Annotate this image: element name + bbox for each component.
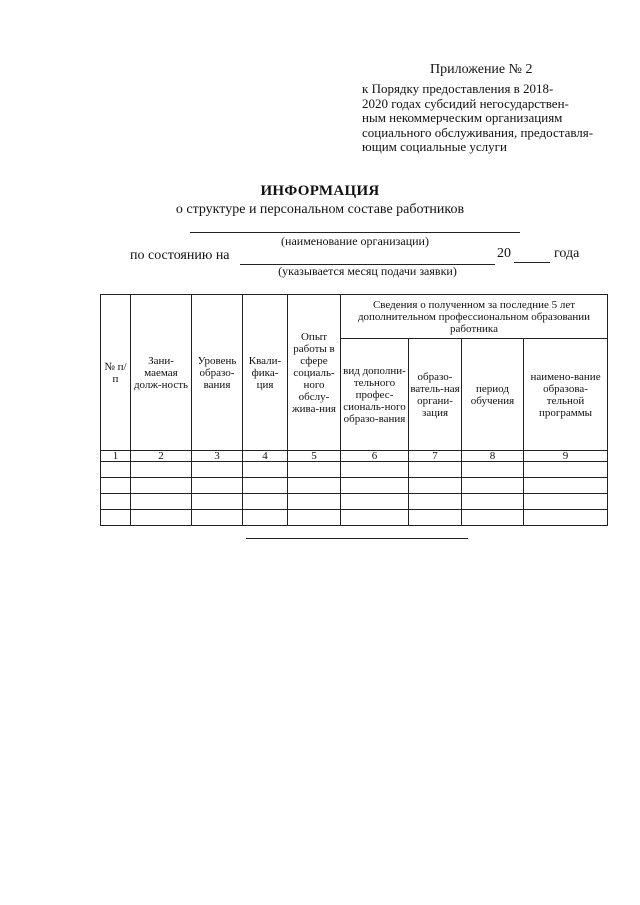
- table-row: [101, 478, 608, 494]
- column-number: 2: [131, 451, 192, 462]
- table-cell[interactable]: [409, 510, 462, 526]
- column-number: 7: [409, 451, 462, 462]
- appendix-line: ющим социальные услуги: [362, 139, 507, 154]
- column-number-row: [101, 451, 608, 462]
- appendix-line: социального обслуживания, предоставля-: [362, 124, 594, 140]
- organization-name-line[interactable]: [190, 232, 520, 233]
- table-cell[interactable]: [131, 510, 192, 526]
- table-row: [101, 462, 608, 478]
- column-number: 6: [341, 451, 409, 462]
- appendix-title: Приложение № 2: [430, 62, 533, 77]
- staff-table: [100, 294, 608, 526]
- table-cell[interactable]: [462, 510, 524, 526]
- table-cell[interactable]: [131, 494, 192, 510]
- table-row: [101, 510, 608, 526]
- as-of-label: по состоянию на: [130, 248, 230, 263]
- table-cell[interactable]: [288, 462, 341, 478]
- table-cell[interactable]: [341, 494, 409, 510]
- table-cell[interactable]: [192, 494, 243, 510]
- header-position: Зани-маемая долж-ность: [131, 295, 192, 451]
- table-row: [101, 494, 608, 510]
- table-cell[interactable]: [524, 510, 608, 526]
- table-cell[interactable]: [131, 462, 192, 478]
- header-additional-education-group: Сведения о полученном за последние 5 лет дополнительном профессиональном образовании работника: [341, 295, 608, 339]
- column-number: 9: [524, 451, 608, 462]
- year-line[interactable]: [514, 262, 550, 263]
- table-cell[interactable]: [192, 462, 243, 478]
- organization-caption: (наименование организации): [281, 234, 429, 248]
- table-cell[interactable]: [131, 478, 192, 494]
- table-cell[interactable]: [462, 494, 524, 510]
- header-experience: Опыт работы в сфере социаль-ного обслу-жива-ния: [288, 295, 341, 451]
- table-cell[interactable]: [341, 510, 409, 526]
- table-cell[interactable]: [409, 494, 462, 510]
- table-cell[interactable]: [341, 478, 409, 494]
- table-cell[interactable]: [288, 478, 341, 494]
- column-number: 4: [243, 451, 288, 462]
- table-cell[interactable]: [462, 478, 524, 494]
- table-cell[interactable]: [341, 462, 409, 478]
- table-cell[interactable]: [243, 510, 288, 526]
- table-cell[interactable]: [101, 462, 131, 478]
- header-qualification: Квали-фика-ция: [243, 295, 288, 451]
- table-cell[interactable]: [243, 462, 288, 478]
- appendix-line: ным некоммерческим организациям: [362, 110, 563, 125]
- table-cell[interactable]: [524, 494, 608, 510]
- header-education-level: Уровень образо-вания: [192, 295, 243, 451]
- document-subtitle: о структуре и персональном составе работников: [175, 202, 465, 217]
- header-educational-organization: образо-ватель-ная органи-зация: [409, 339, 462, 451]
- table-cell[interactable]: [462, 462, 524, 478]
- document-title: ИНФОРМАЦИЯ: [260, 183, 380, 199]
- table-cell[interactable]: [409, 462, 462, 478]
- column-number: 5: [288, 451, 341, 462]
- header-training-period: период обучения: [462, 339, 524, 451]
- header-number: № п/п: [101, 295, 131, 451]
- table-cell[interactable]: [524, 478, 608, 494]
- table-cell[interactable]: [101, 510, 131, 526]
- table-cell[interactable]: [192, 478, 243, 494]
- table-cell[interactable]: [524, 462, 608, 478]
- table-cell[interactable]: [409, 478, 462, 494]
- table-cell[interactable]: [243, 478, 288, 494]
- month-caption: (указывается месяц подачи заявки): [278, 264, 457, 278]
- column-number: 3: [192, 451, 243, 462]
- table-cell[interactable]: [101, 478, 131, 494]
- table-cell[interactable]: [288, 510, 341, 526]
- table-cell[interactable]: [192, 510, 243, 526]
- appendix-line: 2020 годах субсидий негосударствен-: [362, 95, 569, 111]
- header-program-name: наимено-вание образова-тельной программы: [524, 339, 608, 451]
- table-cell[interactable]: [288, 494, 341, 510]
- column-number: 8: [462, 451, 524, 462]
- appendix-line: к Порядку предоставления в 2018-: [362, 81, 554, 96]
- year-suffix: года: [554, 246, 580, 261]
- year-prefix: 20: [497, 246, 511, 261]
- header-education-type: вид дополни-тельного профес-сиональ-ного образо-вания: [341, 339, 409, 451]
- appendix-reference: [362, 82, 612, 155]
- closing-separator: [246, 538, 468, 539]
- column-number: 1: [101, 451, 131, 462]
- table-cell[interactable]: [243, 494, 288, 510]
- table-cell[interactable]: [101, 494, 131, 510]
